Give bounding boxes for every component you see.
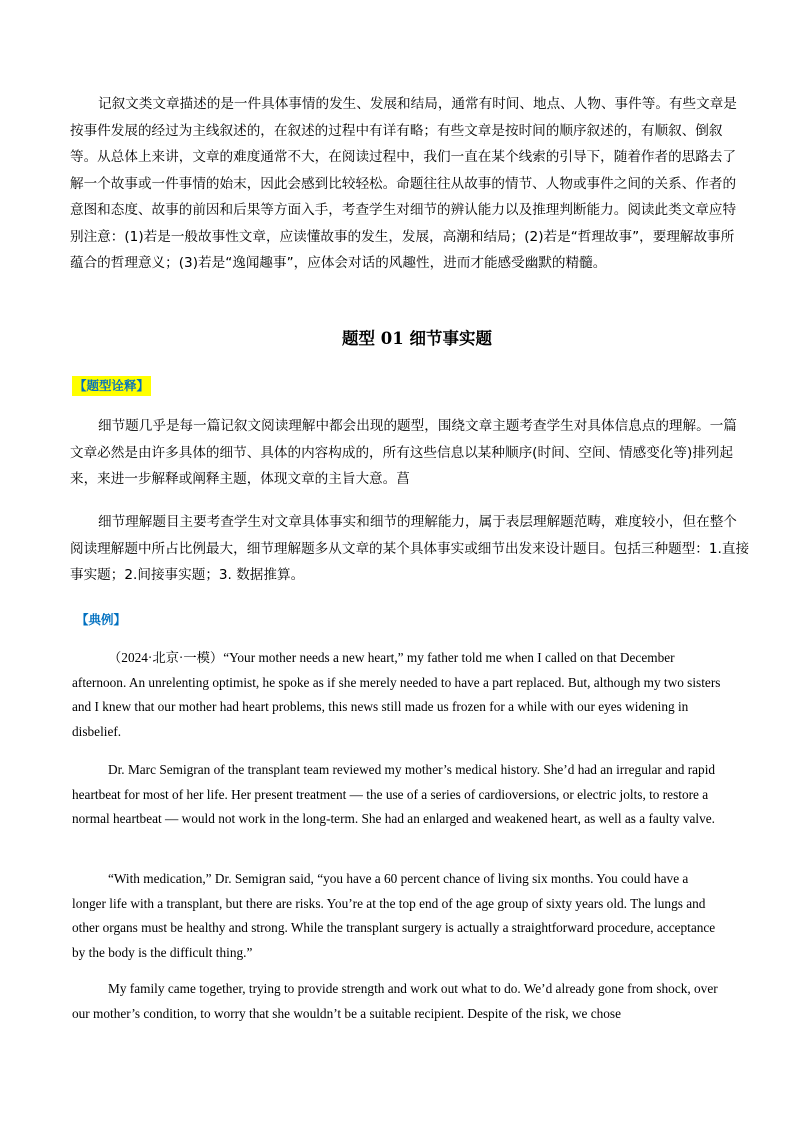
explanation-paragraph-2: 细节理解题目主要考查学生对文章具体事实和细节的理解能力，属于表层理解题范畴，难度较小，但在整个阅读理解题中所占比例最大，细节理解题多从文章的某个具体事实或细节出发来设计题目。包括三种题型：1.直接事实题；2.间接事实题；3. 数据推算。 [70,514,750,583]
explanation-paragraph-1: 细节题几乎是每一篇记叙文阅读理解中都会出现的题型，围绕文章主题考查学生对具体信息点的理解。一篇文章必然是由许多具体的细节、具体的内容构成的，所有这些信息以某种顺序(时间、空间、情感变化等)排列起来，来进一步解释或阐释主题，体现文章的主旨大意。菖 [70,418,737,487]
example-paragraph-3: “With medication,” Dr. Semigran said, “you have a 60 percent chance of living six months. You could have a longer life with a transplant, but there are risks. You’re at the top end of the age group of sixty years old. The lungs and other organs must be healthy and strong. While the transplant surgery is actually a straightforward procedure, acceptance by the body is the difficult thing.” [72,871,716,960]
example-paragraph-2: Dr. Marc Semigran of the transplant team reviewed my mother’s medical history. She’d had an irregular and rapid heartbeat for most of her life. Her present treatment — the use of a series of cardioversions, or electric jolts, to restore a normal heartbeat — would not work in the long-term. She had an enlarged and weakened heart, as well as a faulty valve. [72,762,716,826]
example-paragraph-4: My family came together, trying to provide strength and work out what to do. We’d already gone from shock, over our mother’s condition, to worry that she wouldn’t be a suitable recipient. Despite of the risk, we chose [72,981,718,1021]
example-paragraph-1: （2024·北京·一模）“Your mother needs a new heart,” my father told me when I called on that December afternoon. An unrelenting optimist, he spoke as if she merely needed to have a part replaced. But, although my two sisters and I knew that our mother had heart problems, this news still made us frozen for a while with our eyes widening in disbelief. [72,650,721,739]
intro-paragraph: 记叙文类文章描述的是一件具体事情的发生、发展和结局，通常有时间、地点、人物、事件等。有些文章是按事件发展的经过为主线叙述的，在叙述的过程中有详有略；有些文章是按时间的顺序叙述的，有顺叙、倒叙等。从总体上来讲，文章的难度通常不大，在阅读过程中，我们一直在某个线索的引导下，随着作者的思路去了解一个故事或一件事情的始末，因此会感到比较轻松。命题往往从故事的情节、人物或事件之间的关系、作者的意图和态度、故事的前因和后果等方面入手，考查学生对细节的辨认能力以及推理判断能力。阅读此类文章应特别注意：(1)若是一般故事性文章，应读懂故事的发生，发展，高潮和结局；(2)若是“哲理故事”，要理解故事所蕴合的哲理意义；(3)若是“逸闻趣事”，应体会对话的风趣性，进而才能感受幽默的精髓。 [70,96,737,271]
question-type-badge: 【题型诠释】 [72,376,151,396]
section-title: 题型 01 细节事实题 [342,329,492,348]
example-label: 【典例】 [76,612,127,627]
